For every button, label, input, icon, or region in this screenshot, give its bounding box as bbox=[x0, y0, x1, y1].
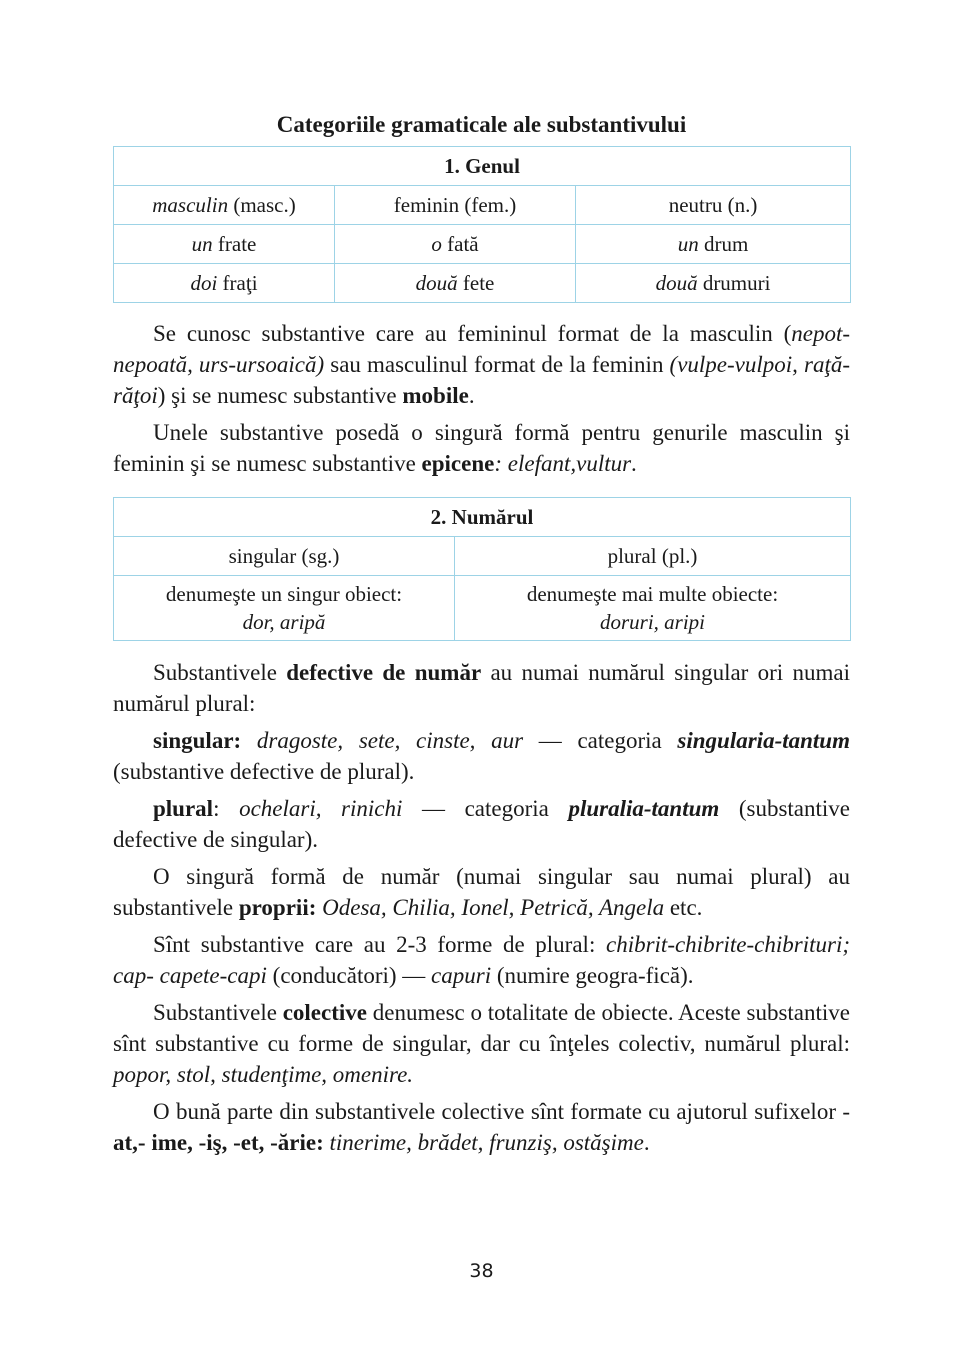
paragraph-defective: Substantivele defective de număr au numai numărul singular ori numai numărul plural: bbox=[113, 660, 850, 716]
table-cell: doi fraţi bbox=[114, 264, 335, 303]
gender-table bbox=[113, 146, 851, 303]
table-cell: un frate bbox=[114, 225, 335, 264]
paragraph-forms: Sînt substantive care au 2-3 forme de plural: chibrit-chibrite-chibrituri; cap- capete-capi (conducători) — capuri (numire geogra-fică). bbox=[113, 932, 850, 988]
table-row bbox=[114, 225, 851, 264]
gender-col-neuter: neutru (n.) bbox=[576, 186, 851, 225]
table-row bbox=[114, 264, 851, 303]
table-cell: un drum bbox=[576, 225, 851, 264]
table-cell: denumeşte mai multe obiecte: doruri, aripi bbox=[455, 576, 851, 641]
table-row bbox=[114, 537, 851, 576]
paragraph-plural: plural: ochelari, rinichi — categoria pluralia-tantum (substantive defective de singular). bbox=[113, 796, 851, 852]
table-cell: două drumuri bbox=[576, 264, 851, 303]
paragraph-collective: Substantivele colective denumesc o totalitate de obiecte. Aceste substantive sînt substantive cu forme de singular, dar cu înţeles colectiv, numărul plural: popor, stol, studenţime, omenire. bbox=[113, 1000, 850, 1087]
number-table bbox=[113, 497, 851, 641]
number-col-singular: singular (sg.) bbox=[114, 537, 455, 576]
number-col-plural: plural (pl.) bbox=[455, 537, 851, 576]
gender-table-header: 1. Genul bbox=[114, 147, 851, 186]
number-table-header: 2. Numărul bbox=[114, 498, 851, 537]
paragraph-epicene: Unele substantive posedă o singură formă pentru genurile masculin şi feminin şi se numesc substantive epicene: elefant,vultur. bbox=[113, 420, 850, 476]
paragraph-mobile: Se cunosc substantive care au femininul format de la masculin (nepot-nepoată, urs-ursoaică) sau masculinul format de la feminin (vulpe-vulpoi, raţă-răţoi) şi se numesc substantive mobile. bbox=[113, 321, 850, 408]
page-title: Categoriile gramaticale ale substantivului bbox=[276, 112, 687, 137]
paragraph-suffix: O bună parte din substantivele colective sînt formate cu ajutorul sufixelor -at,- ime, -iş, -et, -ărie: tinerime, brădet, frunziş, ostăşime. bbox=[113, 1099, 850, 1155]
page-content bbox=[113, 106, 850, 1158]
table-row bbox=[114, 576, 851, 641]
paragraph-singular: singular: dragoste, sete, cinste, aur — categoria singularia-tantum (substantive defective de plural). bbox=[113, 728, 850, 784]
table-cell: o fată bbox=[335, 225, 576, 264]
paragraph-proper: O singură formă de număr (numai singular sau numai plural) au substantivele proprii: Odesa, Chilia, Ionel, Petrică, Angela etc. bbox=[113, 864, 850, 920]
page-number: 38 bbox=[469, 1260, 494, 1282]
gender-col-masculine: masculin (masc.) bbox=[114, 186, 335, 225]
table-cell: denumeşte un singur obiect: dor, aripă bbox=[114, 576, 455, 641]
gender-col-feminine: feminin (fem.) bbox=[335, 186, 576, 225]
table-row bbox=[114, 186, 851, 225]
table-cell: două fete bbox=[335, 264, 576, 303]
